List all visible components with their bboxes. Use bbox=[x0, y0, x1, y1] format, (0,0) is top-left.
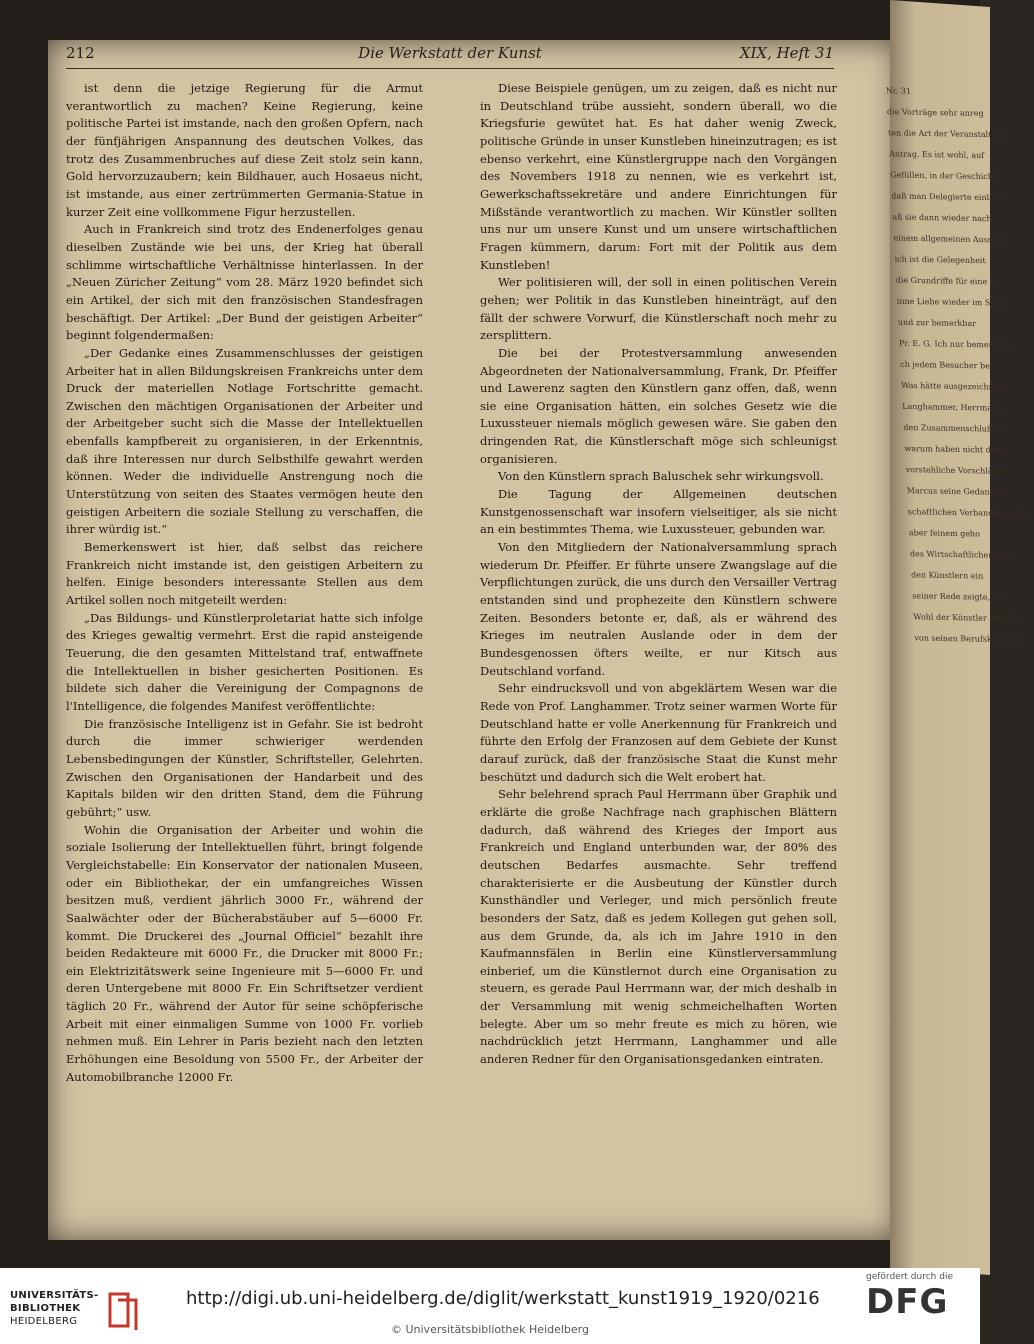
adjacent-page-line: vorstehliche Vorschläge bbox=[905, 465, 1003, 476]
right-column bbox=[480, 80, 837, 1180]
adjacent-page-line: die Vorträge sehr anreg bbox=[886, 107, 984, 118]
copyright-notice: © Universitätsbibliothek Heidelberg bbox=[390, 1323, 589, 1336]
adjacent-page-line: aß sie dann wieder nach bbox=[892, 212, 992, 224]
library-name-line2: BIBLIOTHEK bbox=[10, 1303, 81, 1314]
adjacent-page-line: seiner Rede zeigte, daß bbox=[911, 591, 1009, 603]
adjacent-page-line: die Grundriffe für eine O bbox=[895, 275, 997, 287]
adjacent-page-line: von seinen Berufskollegen bbox=[914, 633, 1022, 645]
adjacent-page-line: daß man Delegierte einlade bbox=[891, 191, 1005, 203]
paragraph: ist denn die jetzige Regierung für die Armut verantwortlich zu machen? Keine Regierung, keine politische Partei ist imstande, nach den großen Opfern, nach der fünfjährigen Anspannung des deutschen Volkes, das trotz des Zusammenbruches auf diese Zeit stolz sein kann, Gold hervorzuzaubern; kein Bildhauer, auch Hosaeus nicht, ist imstande, aus einer zertrümmerten Germania-Statue in kurzer Zeit eine vollkommene Figur herzustellen. bbox=[66, 81, 423, 219]
adjacent-page-line: Was hätte ausgezeichnete bbox=[900, 380, 1007, 392]
library-name-line3: HEIDELBERG bbox=[10, 1316, 78, 1327]
viewer-footer bbox=[0, 1268, 980, 1344]
adjacent-page-line: ten die Art der Veranstaltung bbox=[887, 128, 1008, 140]
paragraph: Wohin die Organisation der Arbeiter und wohin die soziale Isolierung der Intellektuellen führt, bringt folgende Vergleichstabelle: Ein Konservator der nationalen Museen, oder ein Bibliothekar, der ein umfangreiches Wissen besitzen muß, verdient jährlich 3000 Fr., während der Saalwächter oder der Bücherabstäuber auf 5—6000 Fr. kommt. Die Druckerei des „Journal Officiel“ bezahlt ihre beiden Redakteure mit 6000 Fr., die Drucker mit 8000 Fr.; ein Elektrizitätswerk seine Ingenieure mit 5—6000 Fr. und deren Untergebene mit 8000 Fr. Ein Schriftsetzer verdient täglich 20 Fr., während der Autor für seine schöpferische Arbeit mit einer einmaligen Summe von 1000 Fr. vorlieb nehmen muß. Ein Lehrer in Paris bezieht nach den letzten Erhöhungen eine Besoldung von 5500 Fr., der Arbeiter der Automobilbranche 12000 Fr. bbox=[66, 822, 423, 1084]
dfg-logo[interactable] bbox=[866, 1272, 966, 1342]
dfg-wordmark: DFG bbox=[866, 1282, 949, 1322]
adjacent-page-line: Gefüllen, in der Geschichte bbox=[889, 170, 1002, 182]
adjacent-page-line: ch jedem Besucher be bbox=[899, 359, 991, 371]
adjacent-page-line: und zur bemerkbar bbox=[897, 317, 977, 329]
adjacent-page-line: Marcus seine Gedanken bbox=[906, 486, 1005, 497]
adjacent-page-line: den Zusammenschluß aus bbox=[903, 422, 1010, 434]
adjacent-page-line: warum haben nicht diese bbox=[904, 444, 1008, 455]
adjacent-page-line: Nr. 31 bbox=[885, 86, 912, 96]
adjacent-page-line: inne Liebe wieder im Sinne bbox=[896, 296, 1009, 308]
running-header bbox=[66, 44, 834, 69]
paragraph: Von den Mitgliedern der Nationalversammlung sprach wiederum Dr. Pfeiffer. Er führte unsere Zwangslage auf die Verpflichtungen zurück, die uns durch den Versailler Vertrag entstanden sind und prophezeite den Künstlern schwere Zeiten. Besonders betonte er, daß, als er während des Krieges im neutralen Auslande oder in dem der Bundesgenossen öfters weilte, er nur Kitsch aus Deutschland vorfand. bbox=[480, 540, 837, 678]
paragraph: „Das Bildungs- und Künstlerproletariat hatte sich infolge des Krieges gewaltig vermehrt. Erst die rapid ansteigende Teuerung, die den gesamten Mittelstand traf, entwaffnete die Intellektuellen in bisher gesicherten Positionen. Es bildete sich daher die Vereinigung der Compagnons de l'Intelligence, die folgendes Manifest veröffentlichte: bbox=[66, 610, 423, 713]
funded-by-label: gefördert durch die bbox=[866, 1272, 953, 1282]
library-name-line1: UNIVERSITÄTS- bbox=[10, 1290, 99, 1301]
journal-title: Die Werkstatt der Kunst bbox=[358, 44, 542, 62]
issue-label: XIX, Heft 31 bbox=[739, 44, 834, 62]
adjacent-page-text bbox=[873, 2, 1028, 650]
adjacent-page-line: Langhammer, Herrmann, bbox=[902, 401, 1006, 413]
paragraph: „Der Gedanke eines Zusammenschlusses der geistigen Arbeiter hat in allen Bildungskreisen Frankreichs unter dem Druck der materiellen Notlage Fortschritte gemacht. Zwischen den mächtigen Organisationen der Arbeiter und der Arbeitgeber sucht sich die Masse der Intellektuellen ebenfalls kampfbereit zu organisieren, in der Erkenntnis, daß ihre Interessen nur durch Selbsthilfe gewahrt werden können. Weder die individuelle Anstrengung noch die Unterstützung von seiten des Staates vermögen heute den geistigen Arbeitern die soziale Stellung zu verschaffen, die ihrer würdig ist.“ bbox=[66, 345, 423, 537]
left-column bbox=[66, 80, 423, 1180]
paragraph: Sehr eindrucksvoll und von abgeklärtem Wesen war die Rede von Prof. Langhammer. Trotz seiner warmen Worte für Deutschland hatte er volle Anerkennung für Frankreich und führte den Erfolg der Franzosen auf dem Gebiete der Kunst darauf zurück, daß der französische Staat die Kunst mehr beschützt und dadurch sich die Welt erobert hat. bbox=[480, 681, 837, 784]
adjacent-page-line: schaftlichen Verbandes in die bbox=[907, 507, 1028, 519]
paragraph: Auch in Frankreich sind trotz des Endenerfolges genau dieselben Zustände wie bei uns, der Krieg hat überall schlimme wirtschaftliche Verhältnisse hinterlassen. In der „Neuen Züricher Zeitung“ vom 28. März 1920 befindet sich ein Artikel, der sich mit den französischen Standesfragen beschäftigt. Der Artikel: „Der Bund der geistigen Arbeiter“ beginnt folgendermaßen: bbox=[66, 222, 423, 343]
paragraph: Die französische Intelligenz ist in Gefahr. Sie ist bedroht durch die immer schwieriger werdenden Lebensbedingungen der Künstler, Schriftsteller, Gelehrten. Zwischen den Organisationen der Handarbeit und des Kapitals bilden wir den dritten Stand, dem die Führung gebührt;“ usw. bbox=[66, 716, 423, 819]
adjacent-page-line: aber feinem geho bbox=[908, 528, 981, 539]
adjacent-page-line: Pr. E. G. Ich nur bemerkbar bbox=[898, 338, 1012, 350]
adjacent-page-edge bbox=[885, 0, 1028, 1275]
permalink-url[interactable]: http://digi.ub.uni-heidelberg.de/diglit/werkstatt_kunst1919_1920/0216 bbox=[186, 1288, 820, 1309]
adjacent-page-line: des Wirtschaftlichen Verb bbox=[909, 549, 1015, 561]
adjacent-page-line: Wohl der Künstler begrüß bbox=[913, 612, 1019, 624]
paragraph: Die Tagung der Allgemeinen deutschen Kunstgenossenschaft war insofern vielseitiger, als sie nicht an ein bestimmtes Thema, wie Luxussteuer, gebunden war. bbox=[480, 487, 837, 537]
page-number: 212 bbox=[66, 44, 95, 62]
paragraph: Sehr belehrend sprach Paul Herrmann über Graphik und erklärte die große Nachfrage nach graphischen Blättern dadurch, daß während des Krieges der Import aus Frankreich und England unterbunden war, der 80% des deutschen Bedarfes ausmachte. Sehr treffend charakterisierte er die Ausbeutung der Künstler durch Kunsthändler und Verleger, und mich persönlich freute besonders der Satz, daß es jedem Kollegen gut gehen soll, aus dem Grunde, da, als ich im Jahre 1910 in den Kaufmannsfälen in Berlin eine Künstlerversammlung einberief, um die Künstlernot durch eine Organisation zu steuern, es gerade Paul Herrmann war, der mich deshalb in der Versammlung mit wenig schmeichelhaften Worten belegte. Aber um so mehr freute es mich zu hören, wie nachdrücklich jetzt Herrmann, Langhammer und alle anderen Redner für den Organisationsgedanken eintraten. bbox=[480, 787, 837, 1067]
paragraph: Bemerkenswert ist hier, daß selbst das reichere Frankreich nicht imstande ist, den geistigen Arbeitern zu helfen. Einige besonders interessante Stellen aus dem Artikel sollen noch mitgeteilt werden: bbox=[66, 540, 423, 608]
paragraph: Diese Beispiele genügen, um zu zeigen, daß es nicht nur in Deutschland trübe aussieht, sondern überall, wo die Kriegsfurie gewütet hat. Es hat daher wenig Zweck, politische Gründe in unser Kunstleben hineinzutragen; es ist ebenso verkehrt, eine Künstlergruppe nach den Vorgängen des Novembers 1918 zu nennen, wie es verkehrt ist, Gewerkschaftssekretäre und andere Einrichtungen für Mißstände verantwortlich zu machen. Wir Künstler sollten uns nur um unsere Kunst und um unsere wirtschaftlichen Fragen kümmern, darum: Fort mit der Politik aus dem Kunstleben! bbox=[480, 81, 837, 272]
adjacent-page-line: ich ist die Gelegenheit bbox=[894, 254, 986, 266]
adjacent-page-line: Antrag. Es ist wohl, auf bbox=[888, 149, 985, 161]
paragraph: Von den Künstlern sprach Baluschek sehr wirkungsvoll. bbox=[498, 469, 824, 484]
paragraph: Wer politisieren will, der soll in einen politischen Verein gehen; wer Politik in das Kunstleben hineinträgt, auf den fällt der schwere Vorwurf, die Künstlerschaft noch mehr zu zersplittern. bbox=[480, 275, 837, 343]
adjacent-page-line: einem allgemeinen Ausspra bbox=[893, 233, 1006, 245]
paragraph: Die bei der Protestversammlung anwesenden Abgeordneten der Nationalversammlung, Frank, Dr. Pfeiffer und Lawerenz sagten den Künstlern ganz offen, daß, wenn sie eine Organisation hätten, ein solches Gesetz wie die Luxussteuer niemals möglich gewesen wäre. Sie gaben den dringenden Rat, die Künstlerschaft möge sich schleunigst organisieren. bbox=[480, 345, 837, 466]
adjacent-page-line: den Künstlern ein bbox=[910, 570, 984, 581]
